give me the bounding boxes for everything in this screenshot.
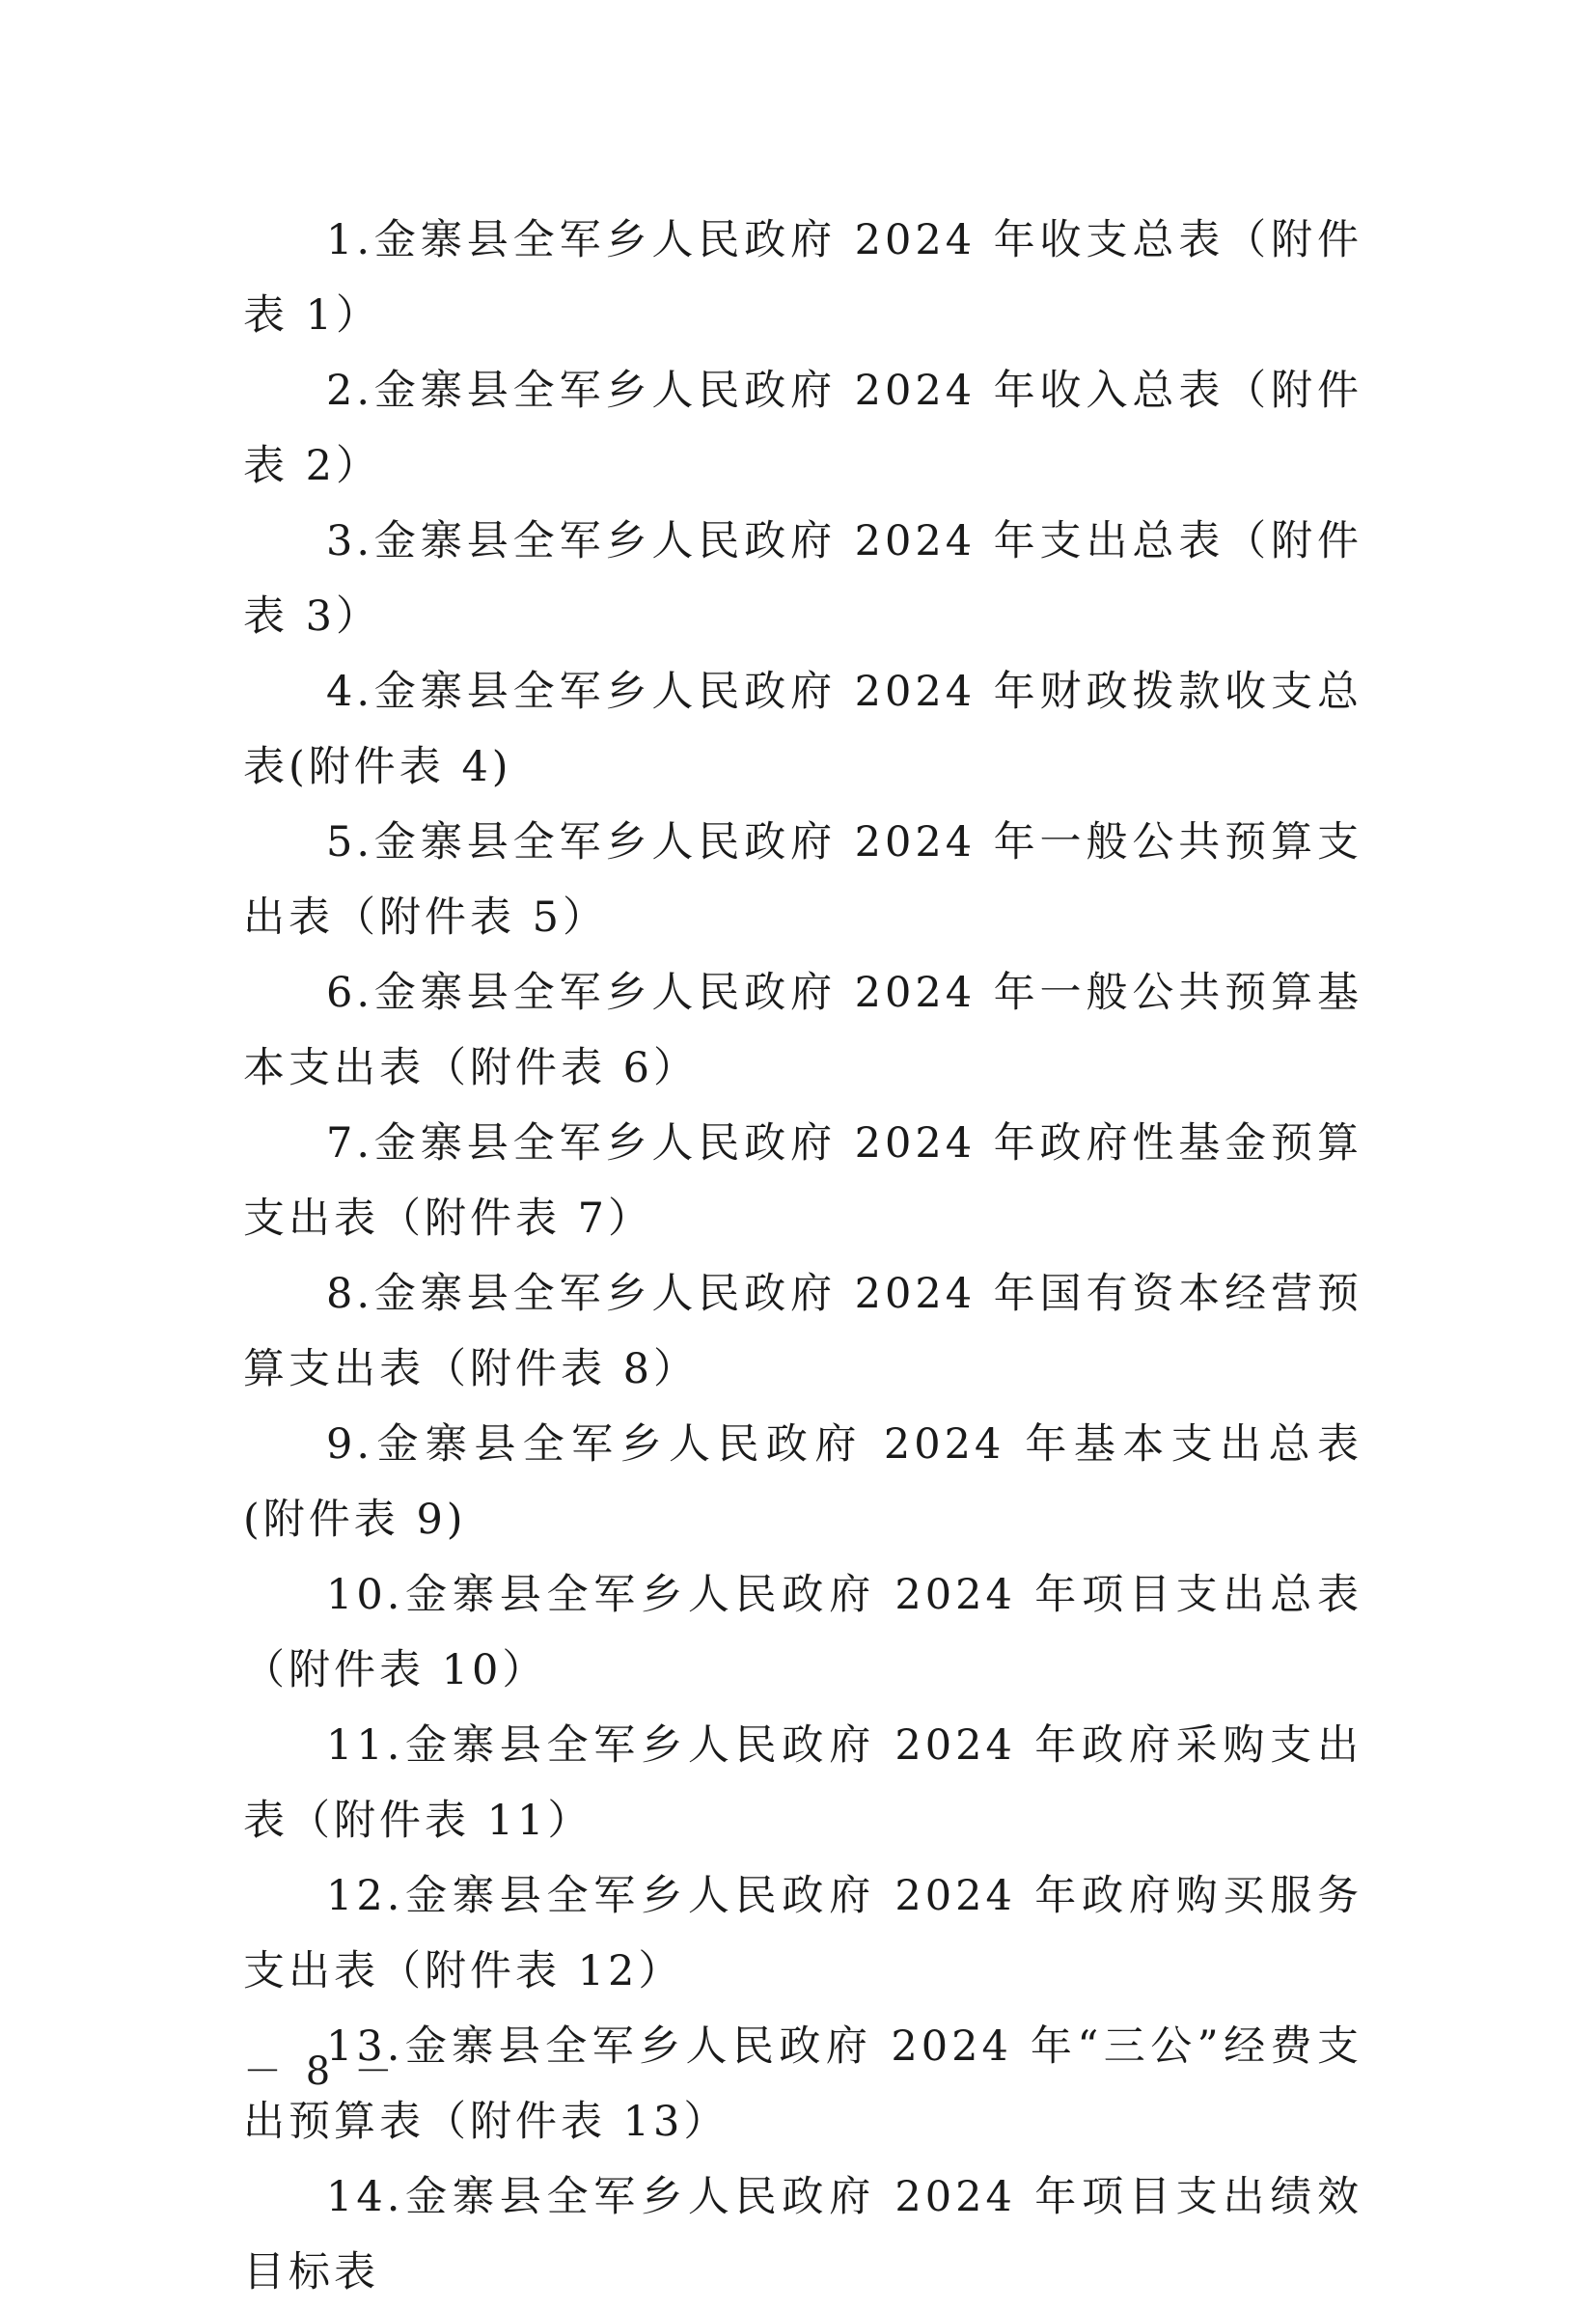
list-item: 7.金寨县全军乡人民政府 2024 年政府性基金预算支出表（附件表 7）: [243, 1119, 1362, 1243]
document-body: [243, 203, 1362, 2310]
list-item: 8.金寨县全军乡人民政府 2024 年国有资本经营预算支出表（附件表 8）: [243, 1270, 1362, 1393]
list-item: 5.金寨县全军乡人民政府 2024 年一般公共预算支出表（附件表 5）: [243, 818, 1362, 942]
list-item: 14.金寨县全军乡人民政府 2024 年项目支出绩效目标表: [243, 2173, 1362, 2296]
list-item: 12.金寨县全军乡人民政府 2024 年政府购买服务支出表（附件表 12）: [243, 1872, 1362, 1995]
list-item: 9.金寨县全军乡人民政府 2024 年基本支出总表(附件表 9): [243, 1420, 1362, 1544]
list-item: 3.金寨县全军乡人民政府 2024 年支出总表（附件表 3）: [243, 517, 1362, 641]
list-item: 1.金寨县全军乡人民政府 2024 年收支总表（附件表 1）: [243, 216, 1362, 340]
list-item: 4.金寨县全军乡人民政府 2024 年财政拨款收支总表(附件表 4): [243, 668, 1362, 791]
list-item: 13.金寨县全军乡人民政府 2024 年“三公”经费支出预算表（附件表 13）: [243, 2022, 1362, 2146]
list-item: 11.金寨县全军乡人民政府 2024 年政府采购支出表（附件表 11）: [243, 1721, 1362, 1845]
page-number: － 8 －: [243, 2049, 399, 2094]
list-item: 10.金寨县全军乡人民政府 2024 年项目支出总表（附件表 10）: [243, 1571, 1362, 1694]
list-item: 6.金寨县全军乡人民政府 2024 年一般公共预算基本支出表（附件表 6）: [243, 969, 1362, 1092]
list-item: 2.金寨县全军乡人民政府 2024 年收入总表（附件表 2）: [243, 367, 1362, 490]
